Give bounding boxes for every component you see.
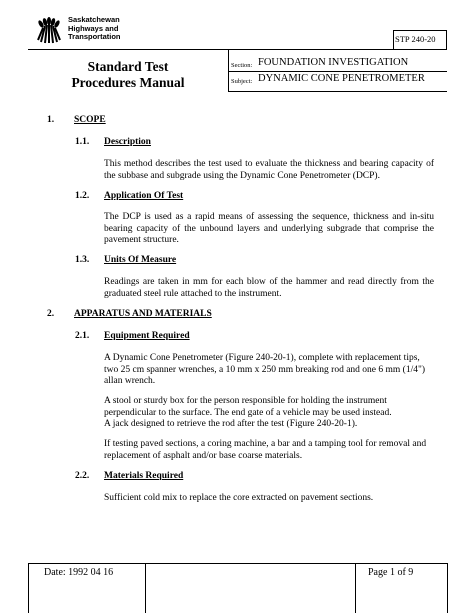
equipment-text: A Dynamic Cone Penetrometer (Figure 240-20-1), complete with replacement tips, two 25 cm spanner wrenches, a 10 mm x 250 mm breaking rod and one 6 mm (1/4") allan wrench. — [104, 353, 426, 387]
footer-date-divider — [145, 563, 146, 613]
footer-page-number: Page 1 of 9 — [368, 567, 414, 578]
section-1-3-number: 1.3. — [75, 255, 90, 265]
wheat-sheaf-logo-icon — [35, 16, 63, 44]
section-1-1-title: Description — [104, 137, 151, 147]
jack-text: A jack designed to retrieve the rod after the test (Figure 240-20-1). — [104, 419, 358, 429]
paved-sections-text: If testing paved sections, a coring machine, a bar and a tamping tool for removal and replacement of asphalt and/or base coarse materials. — [104, 439, 427, 461]
organization-name — [68, 16, 121, 42]
section-subject-divider — [228, 71, 447, 72]
section-1-2-title: Application Of Test — [104, 191, 184, 201]
section-value: FOUNDATION INVESTIGATION — [258, 57, 409, 68]
org-line: Saskatchewan — [68, 15, 120, 24]
code-box-left-border — [393, 30, 394, 50]
section-2-2-title: Materials Required — [104, 471, 184, 481]
footer-left-border — [28, 563, 29, 613]
section-2-number: 2. — [47, 309, 55, 319]
org-line: Transportation — [68, 32, 121, 41]
code-box-top-border — [393, 30, 446, 31]
section-1-1-number: 1.1. — [75, 137, 90, 147]
section-1-2-text: The DCP is used as a rapid means of assessing the sequence, thickness and in-situ bearing capacity of the unbound layers and underlying subgrade that comprise the pavement structure. — [104, 212, 434, 246]
footer-right-border — [447, 563, 448, 613]
section-1-number: 1. — [47, 115, 55, 125]
section-2-1-title: Equipment Required — [104, 331, 190, 341]
section-2-title: APPARATUS AND MATERIALS — [74, 309, 212, 319]
section-label: Section: — [231, 62, 253, 69]
code-box-right-border — [446, 30, 447, 50]
subject-bottom-border — [228, 91, 447, 92]
section-2-1-number: 2.1. — [75, 331, 90, 341]
section-2-2-number: 2.2. — [75, 471, 90, 481]
footer-top-border — [28, 563, 448, 564]
org-line: Highways and — [68, 23, 119, 33]
code-box-bottom-border — [393, 49, 447, 50]
document-code: STP 240-20 — [395, 34, 436, 44]
section-1-2-number: 1.2. — [75, 191, 90, 201]
manual-title-line-1: Standard Test — [87, 59, 169, 74]
footer-date: Date: 1992 04 16 — [44, 567, 114, 578]
subject-label: Subject: — [231, 78, 253, 85]
section-1-title: SCOPE — [74, 115, 106, 125]
stool-text: A stool or sturdy box for the person responsible for holding the instrument perpendicular to the surface. The end gate of a vehicle may be used instead. — [104, 396, 392, 418]
section-2-2-text: Sufficient cold mix to replace the core extracted on pavement sections. — [104, 493, 374, 503]
section-1-3-title: Units Of Measure — [104, 255, 177, 265]
header-divider — [28, 49, 393, 50]
subject-value: DYNAMIC CONE PENETROMETER — [258, 73, 425, 84]
section-1-1-text: This method describes the test used to evaluate the thickness and bearing capacity of the subbase and subgrade using the Dynamic Cone Penetrometer (DCP). — [104, 159, 434, 181]
section-1-3-text: Readings are taken in mm for each blow of the hammer and read directly from the graduated steel rule attached to the instrument. — [104, 277, 434, 299]
manual-title-line-2: Procedures Manual — [71, 75, 185, 90]
footer-page-divider — [355, 563, 356, 613]
